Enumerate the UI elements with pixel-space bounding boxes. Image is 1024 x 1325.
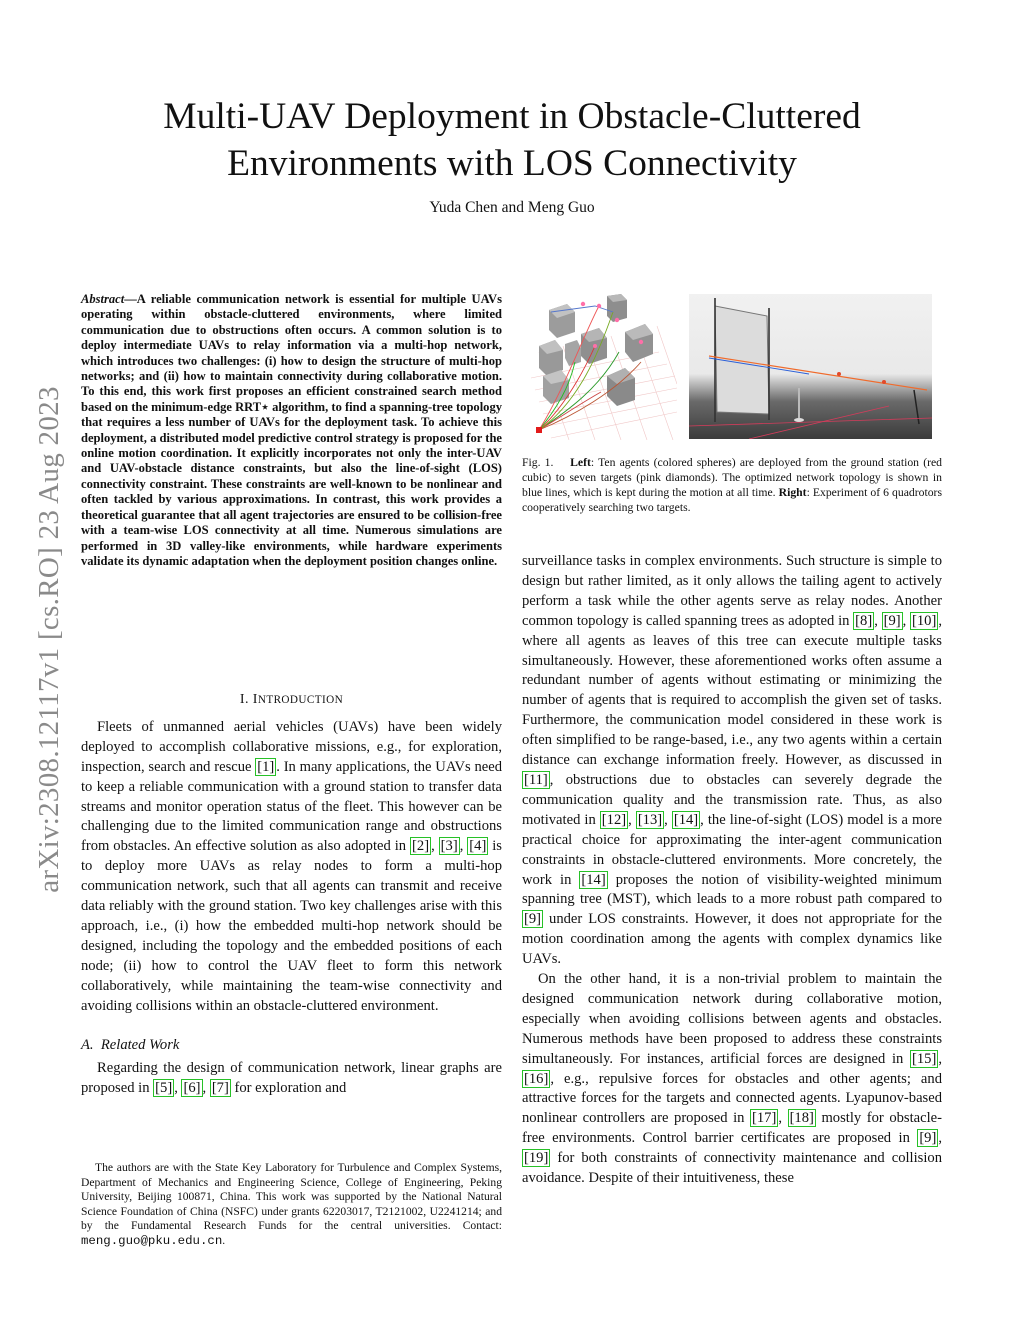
- section-title-rest: NTRODUCTION: [257, 694, 344, 706]
- left-column-body: [81, 690, 502, 1099]
- paragraph-text: Fleets of unmanned aerial vehicles (UAVs) have been widely deployed to accomplish collaborative missions, e.g., for exploration, inspection, search and rescue: [81, 718, 502, 775]
- right-column-body: [522, 552, 942, 1189]
- paragraph-text: ,: [459, 838, 468, 855]
- footnote-text: The authors are with the State Key Laboratory for Turbulence and Complex Systems, Department of Mechanics and Engineering Science, College of Engineering, Peking University, Beijing 100871, China. This work was supported by the National Natural Science Foundation of China (NSFC) under grants 62203017, T2121002, U2241214; and by the Fundamental Research Funds for the central universities. Contact:: [81, 1161, 502, 1233]
- citation-link[interactable]: [11]: [524, 771, 548, 788]
- citation-link[interactable]: [10]: [912, 612, 937, 629]
- paragraph-text: under LOS constraints. However, it does not appropriate for the motion coordination among the agents with complex dynamics like UAVs.: [522, 911, 942, 968]
- figure-label: Fig. 1.: [522, 456, 554, 469]
- simulation-figure: [529, 292, 677, 440]
- abstract-label: Abstract: [81, 292, 125, 306]
- paragraph-text: proposes the notion of visibility-weighted minimum spanning tree (MST), which leads to a more robust path compared to: [522, 871, 942, 908]
- subsection-heading-related-work: [81, 1036, 502, 1056]
- contact-email: meng.guo@pku.edu.cn: [81, 1233, 223, 1248]
- caption-right-text: : Experiment of 6 quadrotors cooperatively searching two targets.: [522, 486, 943, 515]
- paragraph-text: On the other hand, it is a non-trivial problem to maintain the designed communication network during collaborative motion, especially when avoiding collisions between agents and obstacles. Numerous methods have been proposed to address these constraints simultaneously. For instances, artificial forces are designed in: [522, 971, 942, 1067]
- section-title-initial: I: [252, 692, 258, 707]
- paragraph-text: . In many applications, the UAVs need to keep a reliable communication with a ground station to transfer data streams and monitor operation status of the fleet. This however can be challenging due to the limited communication range and obstructions from obstacles. An effective solution as also adopted in: [81, 758, 503, 855]
- affiliation-footnote: [81, 1161, 502, 1249]
- citation-link[interactable]: [16]: [524, 1070, 549, 1087]
- paragraph-text: ,: [874, 612, 882, 629]
- citation-link[interactable]: [14]: [673, 811, 699, 828]
- connectivity-methods-paragraph: [522, 970, 942, 1189]
- related-work-paragraph: [81, 1059, 502, 1099]
- citation-link[interactable]: [15]: [912, 1050, 937, 1067]
- experiment-photo: [689, 294, 932, 439]
- section-numeral: I.: [239, 692, 249, 707]
- section-heading-introduction: [81, 690, 502, 711]
- paragraph-text: ,: [664, 811, 672, 828]
- related-work-paragraph-continued: [522, 552, 942, 970]
- ground-station-marker: [536, 427, 542, 433]
- paragraph-text: for both constraints of connectivity maintenance and collision avoidance. Despite of their intuitiveness, these: [522, 1150, 942, 1187]
- subsection-title: Related Work: [100, 1036, 180, 1053]
- citation-link[interactable]: [9]: [883, 612, 901, 629]
- citation-link[interactable]: [19]: [524, 1150, 549, 1167]
- subsection-label: A.: [81, 1036, 94, 1053]
- citation-link[interactable]: [7]: [211, 1080, 229, 1097]
- paragraph-text: mostly for obstacle-free environments. Control barrier certificates are proposed in: [522, 1110, 943, 1147]
- citation-link[interactable]: [14]: [581, 871, 606, 888]
- citation-link[interactable]: [1]: [257, 758, 275, 775]
- abstract-dash: —: [124, 292, 137, 306]
- paragraph-text: is to deploy more UAVs as relay nodes to form a multi-hop communication network, such that all agents can transmit and receive data reliably with the ground station. Two key challenges arise with this approach, i.e., (i) how the embedded multi-hop network should be designed, including the topology and the embedded positions of each node; (ii) how to control the UAV fleet to form this network collaboratively, while maintaining the team-wise connectivity and avoiding collisions within an obstacle-cluttered environment.: [81, 838, 502, 1014]
- paragraph-text: , e.g., repulsive forces for obstacles and other agents; and attractive forces for the targets and connected agents. Lyapunov-based nonlinear controllers are proposed in: [522, 1070, 942, 1127]
- caption-left-text: : Ten agents (colored spheres) are deployed from the ground station (red cubic) to seven targets (pink diamonds). The optimized network topology is shown in blue lines, which is kept during the motion at all time.: [522, 456, 943, 500]
- citation-link[interactable]: [3]: [440, 838, 458, 855]
- paragraph-text: for exploration and: [230, 1080, 347, 1097]
- figure-caption: [522, 455, 942, 515]
- citation-link[interactable]: [18]: [789, 1110, 814, 1127]
- paragraph-text: ,: [174, 1080, 182, 1097]
- citation-link[interactable]: [12]: [601, 811, 627, 828]
- citation-link[interactable]: [13]: [637, 811, 663, 828]
- paragraph-text: ,: [902, 612, 911, 629]
- title-line-2: Environments with LOS Connectivity: [227, 143, 797, 184]
- citation-link[interactable]: [9]: [524, 911, 542, 928]
- paragraph-text: ,: [938, 1130, 942, 1147]
- title-line-1: Multi-UAV Deployment in Obstacle-Cluttered: [163, 96, 861, 137]
- paragraph-text: ,: [202, 1080, 210, 1097]
- paper-title: [90, 93, 934, 187]
- citation-link[interactable]: [2]: [412, 838, 430, 855]
- caption-right-label: Right: [778, 486, 807, 500]
- paragraph-text: ,: [938, 1050, 942, 1067]
- arxiv-identifier-text: arXiv:2308.12117v1 [cs.RO] 23 Aug 2023: [32, 385, 65, 893]
- introduction-paragraph: [81, 718, 502, 1017]
- paragraph-text: , obstructions due to obstacles can severely degrade the communication quality and the transmission rate. Thus, as also motivated in: [522, 771, 942, 828]
- citation-link[interactable]: [6]: [183, 1080, 201, 1097]
- abstract: [81, 292, 502, 569]
- citation-link[interactable]: [17]: [752, 1110, 777, 1127]
- footnote-end: .: [222, 1233, 226, 1247]
- paragraph-text: ,: [628, 811, 636, 828]
- paragraph-text: surveillance tasks in complex environments. Such structure is simple to design but rather limited, as it only allows the tailing agent to actively perform a task while the other agents serve as relay nodes. Another common topology is called spanning trees as adopted in: [522, 553, 942, 629]
- paragraph-text: , the line-of-sight (LOS) model is a more practical choice for approximating the inter-agent communication constraints in obstacle-cluttered environments. More concretely, the work in: [522, 811, 943, 888]
- citation-link[interactable]: [5]: [155, 1080, 173, 1097]
- citation-link[interactable]: [8]: [855, 612, 873, 629]
- arxiv-identifier: [31, 338, 67, 940]
- caption-left-label: Left: [570, 456, 591, 469]
- citation-link[interactable]: [4]: [469, 838, 487, 855]
- author-list: Yuda Chen and Meng Guo: [429, 199, 595, 216]
- experiment-photo-drawing: [689, 294, 932, 439]
- paragraph-text: , where all agents as leaves of this tree can execute multiple tasks simultaneously. However, these aforementioned works often assume a redundant number of agents without estimating or minimizing the number of agents that is required to accomplish the given set of tasks. Furthermore, the communication model considered in these work is often simplified to be range-based, i.e., any two agents within a certain distance can exchange information freely. However, as discussed in: [522, 612, 942, 769]
- abstract-text: A reliable communication network is essential for multiple UAVs operating within obstacle-cluttered environments, where limited communication due to obstructions often occurs. A common solution is to deploy intermediate UAVs to relay information via a multi-hop network, which introduces two challenges: (i) how to design the structure of multi-hop networks; and (ii) how to maintain connectivity during collaborative motion. To this end, this work first proposes an efficient constrained search method based on the minimum-edge RRT⋆ algorithm, to find a spanning-tree topology that requires a less number of UAVs for the deployment task. To achieve this deployment, a distributed model predictive control strategy is proposed for the online motion coordination. It explicitly incorporates not only the inter-UAV and UAV-obstacle distance constraints, but also the line-of-sight (LOS) connectivity constraint. These constraints are well-known to be nonlinear and often tackled by various approximations. In contrast, this work provides a theoretical guarantee that all agent trajectories are ensured to be collision-free with a team-wise LOS connectivity at all time. Numerous simulations are performed in 3D valley-like environments, while hardware experiments validate its dynamic adaptation when the deployment position changes online.: [81, 292, 502, 568]
- paragraph-text: Regarding the design of communication network, linear graphs are proposed in: [81, 1060, 502, 1097]
- citation-link[interactable]: [9]: [919, 1130, 937, 1147]
- paragraph-text: ,: [431, 838, 439, 855]
- paragraph-text: ,: [778, 1110, 788, 1127]
